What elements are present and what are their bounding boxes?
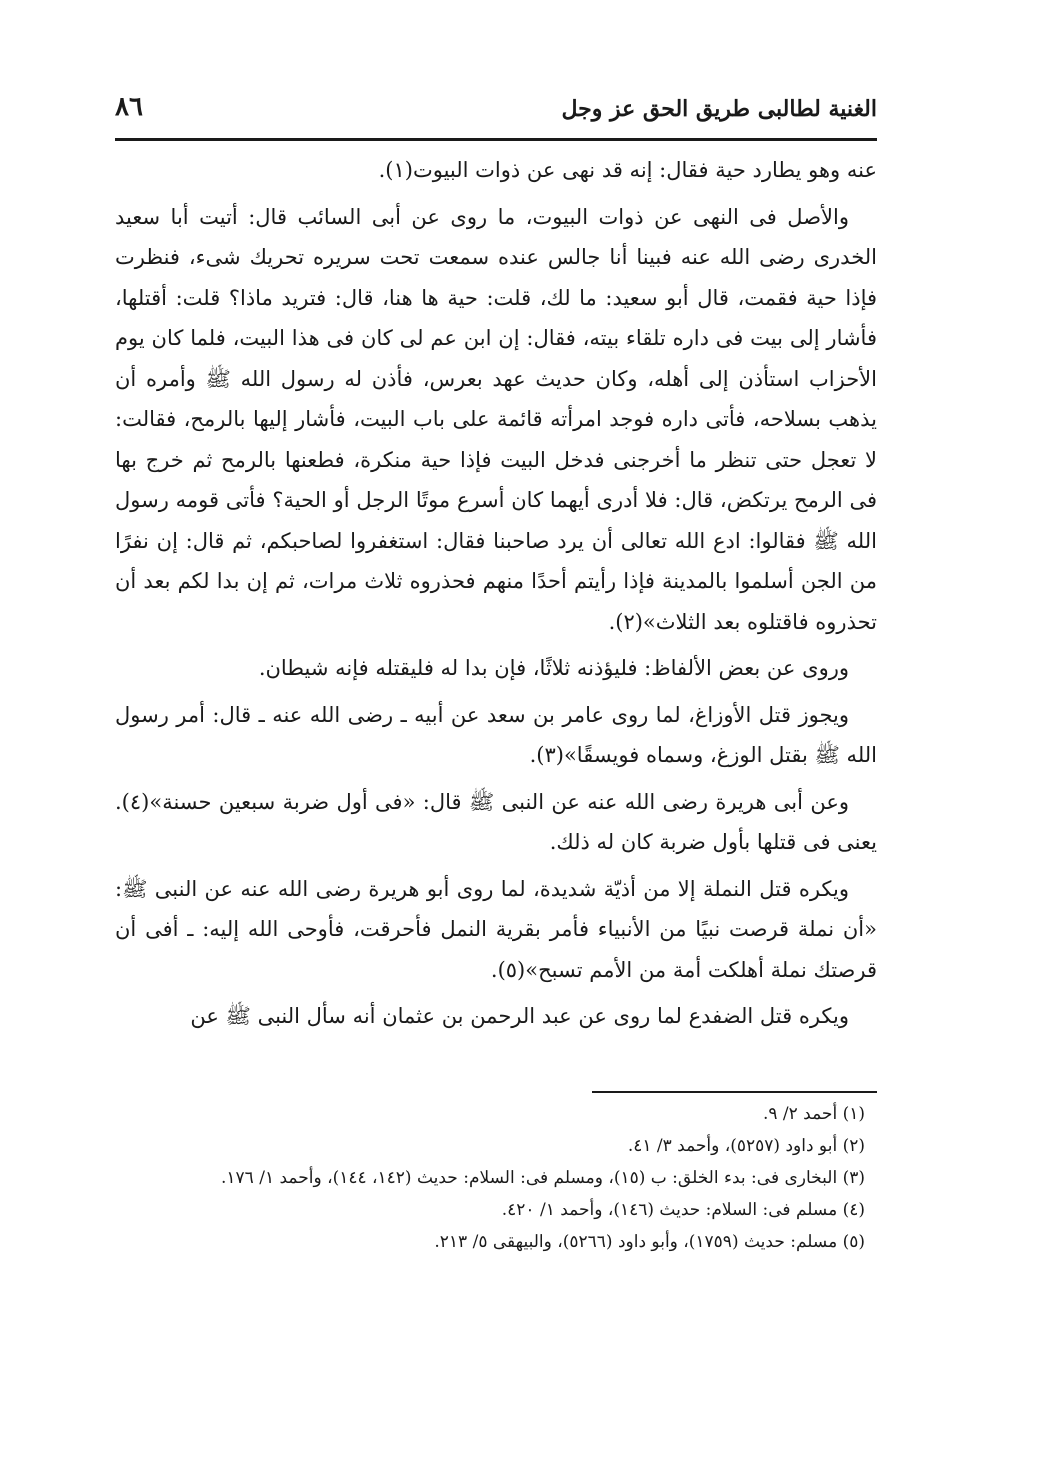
footnote: (٥) مسلم: حديث (١٧٥٩)، وأبو داود (٥٢٦٦)، والبيهقى ٥/ ٢١٣. bbox=[434, 1232, 865, 1252]
paragraph: وروى عن بعض الألفاظ: فليؤذنه ثلاثًا، فإن بدا له فليقتله فإنه شيطان. bbox=[258, 656, 849, 680]
main-text bbox=[115, 150, 877, 1043]
paragraph: ويجوز قتل الأوزاغ، لما روى عامر بن سعد عن أبيه ـ رضى الله عنه ـ قال: أمر رسول الله ﷺ بقتل الوزغ، وسماه فويسقًا»(٣). bbox=[115, 702, 877, 767]
running-title: الغنية لطالبى طريق الحق عز وجل bbox=[561, 96, 877, 122]
paragraph: عنه وهو يطارد حية فقال: إنه قد نهى عن ذوات البيوت(١). bbox=[378, 158, 877, 182]
page-header bbox=[115, 88, 877, 140]
page-number: ٨٦ bbox=[115, 92, 143, 122]
footnote-divider bbox=[592, 1091, 877, 1093]
footnote: (٤) مسلم فى: السلام: حديث (١٤٦)، وأحمد ١/ ٤٢٠. bbox=[501, 1200, 865, 1220]
paragraph: وعن أبى هريرة رضى الله عنه عن النبى ﷺ قال: «فى أول ضربة سبعين حسنة»(٤). يعنى فى قتلها بأول ضربة كان له ذلك. bbox=[115, 789, 877, 854]
paragraph: ويكره قتل الضفدع لما روى عن عبد الرحمن بن عثمان أنه سأل النبى ﷺ عن bbox=[190, 1004, 849, 1028]
footnotes bbox=[115, 1098, 877, 1258]
paragraph: والأصل فى النهى عن ذوات البيوت، ما روى عن أبى السائب قال: أتيت أبا سعيد الخدرى رضى الله عنه فبينا أنا جالس عنده سمعت تحت سريره تحريك شىء، فنظرت فإذا حية فقمت، قال أبو سعيد: ما لك، قلت: حية ها هنا، قال: فتريد ماذا؟ قلت: أقتلها، فأشار إلى بيت فى داره تلقاء بيته، فقال: إن ابن عم لى كان فى هذا البيت، فلما كان يوم الأحزاب استأذن إلى أهله، وكان حديث عهد بعرس، فأذن له رسول الله ﷺ وأمره أن يذهب بسلاحه، فأتى داره فوجد امرأته قائمة على باب البيت، فأشار إليها بالرمح، فقالت: لا تعجل حتى تنظر ما أخرجنى فدخل البيت فإذا حية منكرة، فطعنها بالرمح ثم خرج بها فى الرمح يرتكض، قال: فلا أدرى أيهما كان أسرع موتًا الرجل أو الحية؟ فأتى قومه رسول الله ﷺ فقالوا: ادع الله تعالى أن يرد صاحبنا فقال: استغفروا لصاحبكم، ثم قال: إن نفرًا من الجن أسلموا بالمدينة فإذا رأيتم أحدًا منهم فحذروه ثلاث مرات، ثم إن بدا لكم بعد أن تحذروه فاقتلوه بعد الثلاث»(٢). bbox=[115, 204, 877, 634]
footnote: (٢) أبو داود (٥٢٥٧)، وأحمد ٣/ ٤١. bbox=[627, 1136, 865, 1156]
footnote: (٣) البخارى فى: بدء الخلق: ب (١٥)، ومسلم فى: السلام: حديث (١٤٢، ١٤٤)، وأحمد ١/ ١٧٦. bbox=[221, 1168, 865, 1188]
footnote: (١) أحمد ٢/ ٩. bbox=[762, 1104, 865, 1124]
header-divider bbox=[115, 138, 877, 141]
paragraph: ويكره قتل النملة إلا من أذيّة شديدة، لما روى أبو هريرة رضى الله عنه عن النبى ﷺ: «أن نملة قرصت نبيًا من الأنبياء فأمر بقرية النمل فأحرقت، فأوحى الله إليه: ـ أفى أن قرصتك نملة أهلكت أمة من الأمم تسبح»(٥). bbox=[115, 876, 877, 982]
